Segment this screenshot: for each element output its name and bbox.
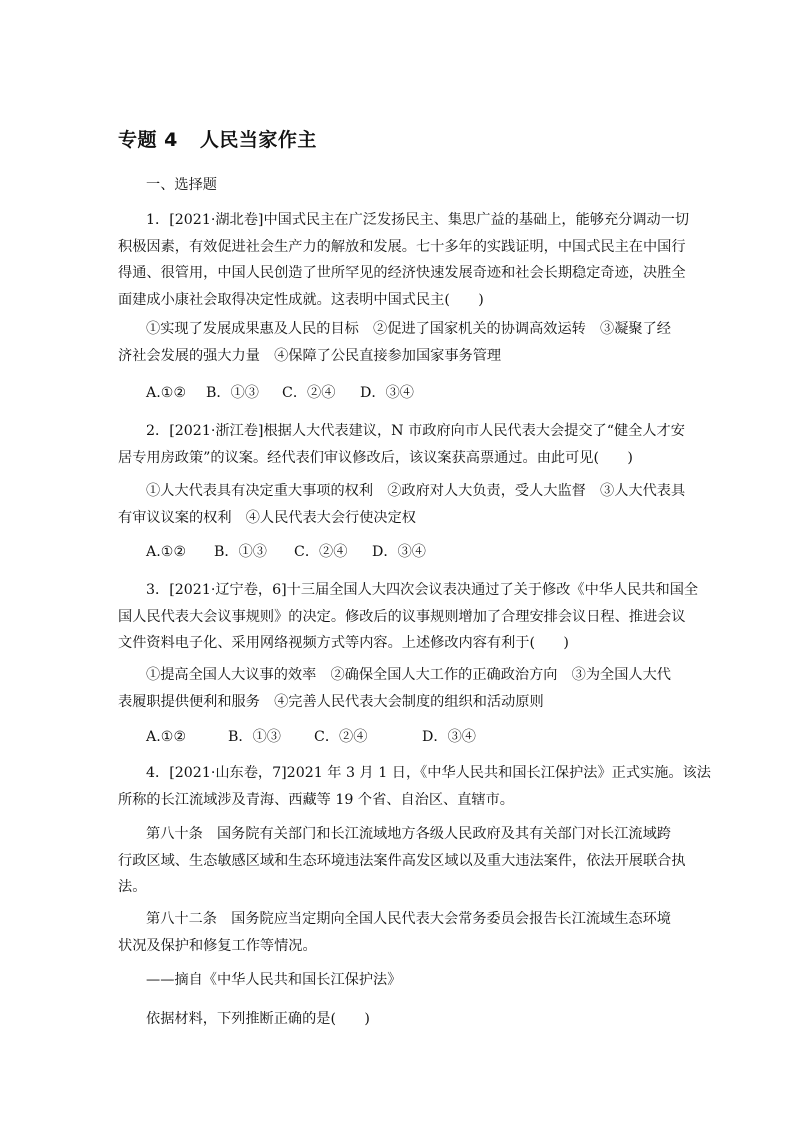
option-b: B．①③ [214, 544, 267, 560]
question-3-options [146, 727, 476, 747]
option-a: A.①② [146, 729, 187, 745]
article-80 [118, 821, 686, 901]
source-citation: ——摘自《中华人民共和国长江保护法》 [146, 972, 402, 988]
question-line: 2．[2021·浙江卷]根据人大代表建议，N 市政府向市人民代表大会提交了“健全人才安 [146, 423, 685, 439]
question-line: 1．[2021·湖北卷]中国式民主在广泛发扬民主、集思广益的基础上，能够充分调动一切 [146, 212, 690, 228]
question-line: 3．[2021·辽宁卷，6]十三届全国人大四次会议表决通过了关于修改《中华人民共和国全 [146, 582, 699, 598]
option-c: C．②④ [282, 385, 336, 401]
option-c: C．②④ [294, 544, 348, 560]
question-line: 文件资料电子化、采用网络视频方式等内容。上述修改内容有利于( ) [118, 635, 569, 651]
question-3-stem [118, 577, 699, 657]
article-line: 第八十条 国务院有关部门和长江流域地方各级人民政府及其有关部门对长江流域跨 [146, 826, 671, 842]
option-a: A.①② [146, 385, 187, 401]
article-line: 第八十二条 国务院应当定期向全国人民代表大会常务委员会报告长江流域生态环境 [146, 911, 671, 927]
statement-line: ①提高全国人大议事的效率 ②确保全国人大工作的正确政治方向 ③为全国人大代 [146, 667, 671, 683]
option-d: D．③④ [422, 729, 476, 745]
statement-line: 济社会发展的强大力量 ④保障了公民直接参加国家事务管理 [118, 347, 502, 364]
question-3-statements [118, 662, 678, 715]
option-d: D．③④ [372, 544, 426, 560]
statement-line: 有审议议案的权利 ④人民代表大会行使决定权 [118, 509, 416, 526]
topic-number: 专题 4 [118, 129, 178, 151]
statement-line: ①人大代表具有决定重大事项的权利 ②政府对人大负责，受人大监督 ③人大代表具 [146, 483, 686, 499]
question-2-stem [118, 418, 685, 471]
question-4-stem [118, 760, 711, 813]
question-line: 国人民代表大会议事规则》的决定。修改后的议事规则增加了合理安排会议日程、推进会议 [118, 608, 686, 625]
option-a: A.①② [146, 544, 187, 560]
option-d: D．③④ [360, 385, 414, 401]
question-2-statements [118, 478, 686, 531]
statement-line: 表履职提供便利和服务 ④完善人民代表大会制度的组织和活动原则 [118, 693, 544, 710]
article-line: 状况及保护和修复工作等情况。 [118, 937, 317, 954]
question-1-stem [118, 207, 690, 313]
option-b: B．①③ [206, 385, 259, 401]
question-line: 得通、很管用，中国人民创造了世所罕见的经济快速发展奇迹和社会长期稳定奇迹，决胜全 [118, 265, 686, 281]
statement-line: ①实现了发展成果惠及人民的目标 ②促进了国家机关的协调高效运转 ③凝聚了经 [146, 321, 671, 337]
article-82 [118, 906, 678, 959]
question-line: 4．[2021·山东卷，7]2021 年 3 月 1 日，《中华人民共和国长江保护法》正式实施。该法 [146, 765, 711, 781]
question-line: 所称的长江流域涉及青海、西藏等 19 个省、自治区、直辖市。 [118, 791, 514, 808]
question-4-prompt: 依据材料，下列推断正确的是( ) [146, 1011, 370, 1027]
topic-title: 人民当家作主 [199, 129, 317, 151]
article-line: 法。 [118, 879, 147, 895]
question-2-options [146, 542, 426, 562]
option-b: B．①③ [228, 729, 281, 745]
page-title [118, 125, 718, 152]
section-heading: 一、选择题 [146, 177, 217, 193]
question-1-statements [118, 316, 678, 369]
question-line: 积极因素，有效促进社会生产力的解放和发展。七十多年的实践证明，中国式民主在中国行 [118, 238, 686, 255]
article-line: 行政区域、生态敏感区域和生态环境违法案件高发区域以及重大违法案件，依法开展联合执 [118, 852, 686, 869]
option-c: C．②④ [314, 729, 368, 745]
question-line: 居专用房政策”的议案。经代表们审议修改后，该议案获高票通过。由此可见( ) [118, 449, 633, 466]
question-line: 面建成小康社会取得决定性成就。这表明中国式民主( ) [118, 291, 484, 308]
question-1-options [146, 383, 414, 403]
